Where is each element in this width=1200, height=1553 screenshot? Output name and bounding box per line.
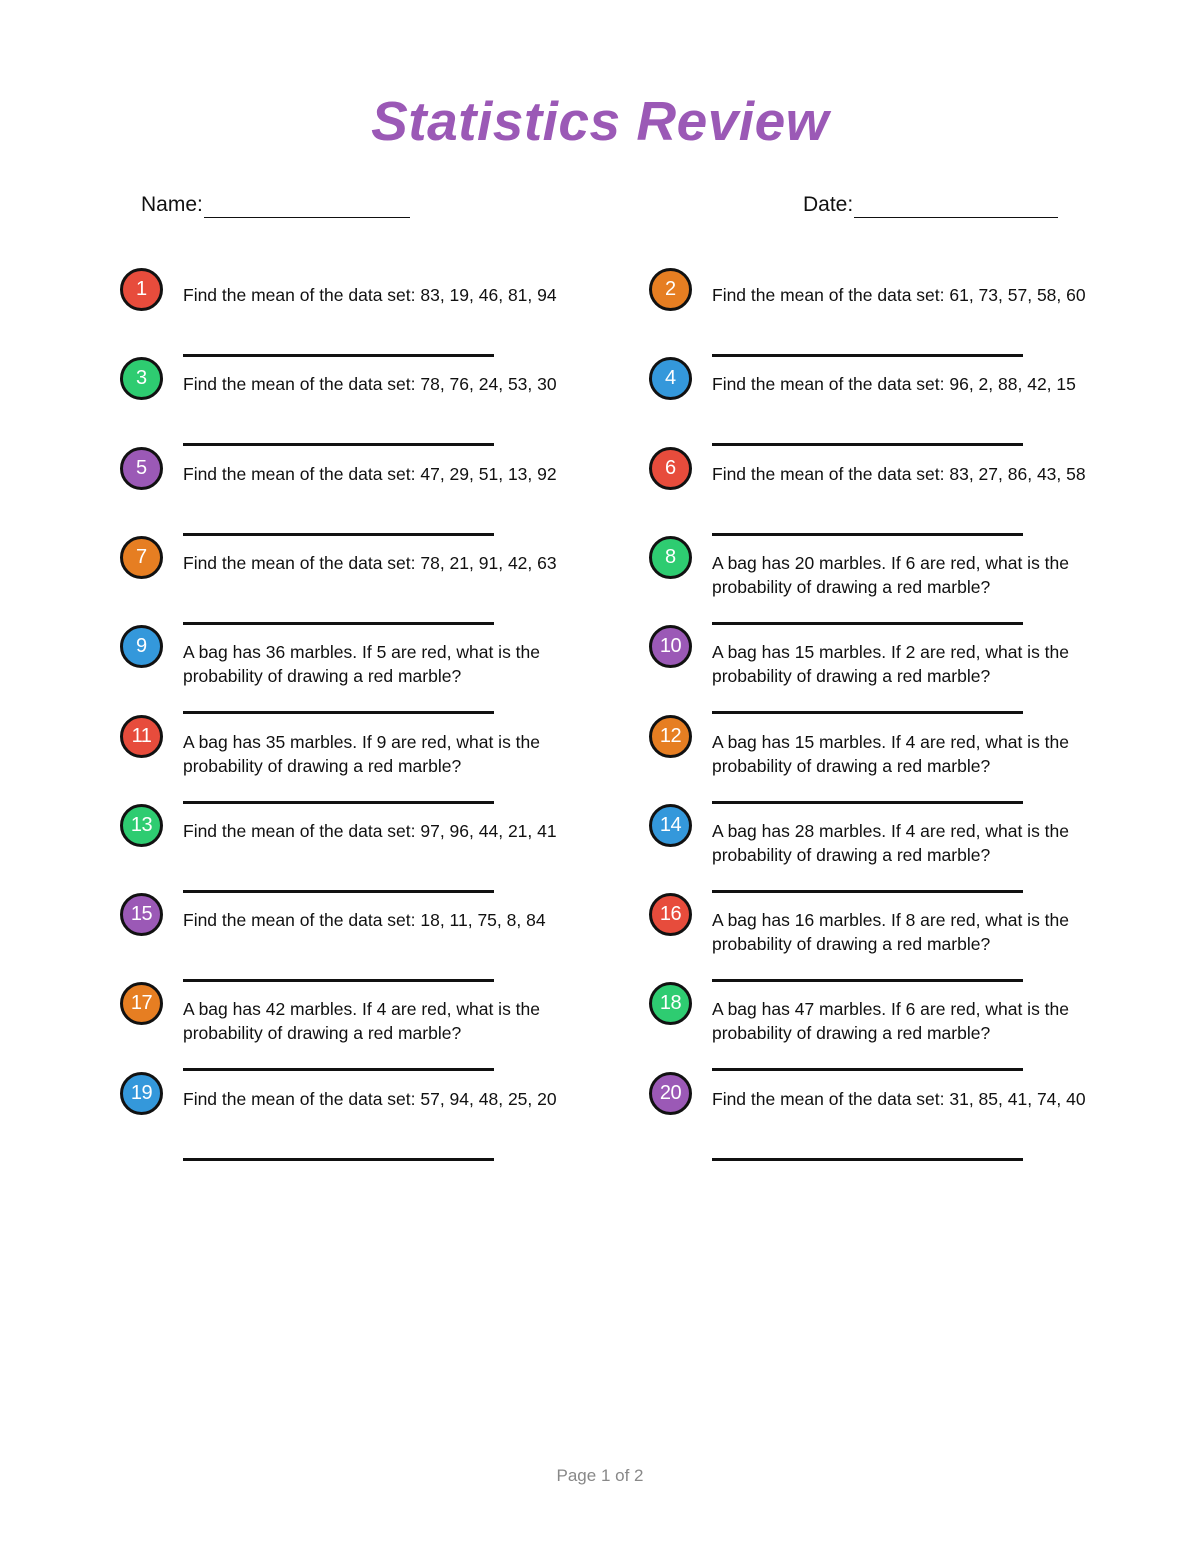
question-number-badge: 8 — [649, 536, 692, 579]
question-item — [120, 1072, 560, 1162]
question-item — [649, 447, 1089, 537]
name-blank-line[interactable] — [204, 195, 410, 218]
date-field[interactable] — [803, 192, 1058, 218]
question-number-badge: 20 — [649, 1072, 692, 1115]
question-number-badge: 18 — [649, 982, 692, 1025]
question-number-badge: 11 — [120, 715, 163, 758]
question-number-badge: 14 — [649, 804, 692, 847]
page-footer: Page 1 of 2 — [556, 1466, 644, 1485]
question-text: Find the mean of the data set: 18, 11, 75, 8, 84 — [183, 910, 546, 931]
question-item — [120, 715, 560, 805]
question-item — [649, 715, 1089, 805]
answer-line[interactable] — [712, 1158, 1023, 1161]
question-item — [120, 447, 560, 537]
question-item — [120, 536, 560, 626]
question-number-badge: 12 — [649, 715, 692, 758]
question-text: A bag has 36 marbles. If 5 are red, what is the probability of drawing a red marble? — [183, 642, 541, 687]
question-item — [649, 804, 1089, 894]
question-number-badge: 3 — [120, 357, 163, 400]
question-text: Find the mean of the data set: 47, 29, 51, 13, 92 — [183, 463, 557, 484]
page-title: Statistics Review — [371, 90, 829, 152]
question-text: Find the mean of the data set: 83, 27, 86, 43, 58 — [712, 463, 1086, 484]
question-item — [649, 1072, 1089, 1162]
question-number-badge: 19 — [120, 1072, 163, 1115]
question-text: Find the mean of the data set: 96, 2, 88, 42, 15 — [712, 374, 1076, 395]
question-text: Find the mean of the data set: 31, 85, 41, 74, 40 — [712, 1088, 1086, 1109]
question-item — [120, 357, 560, 447]
question-item — [649, 625, 1089, 715]
question-text: Find the mean of the data set: 78, 76, 24, 53, 30 — [183, 374, 557, 395]
answer-line[interactable] — [183, 1158, 494, 1161]
question-text: Find the mean of the data set: 61, 73, 57, 58, 60 — [712, 285, 1086, 305]
question-text: Find the mean of the data set: 97, 96, 44, 21, 41 — [183, 820, 557, 841]
question-text: A bag has 47 marbles. If 6 are red, what is the probability of drawing a red marble? — [712, 999, 1070, 1044]
question-number-badge: 13 — [120, 804, 163, 847]
question-number-badge: 4 — [649, 357, 692, 400]
question-text: A bag has 20 marbles. If 6 are red, what is the probability of drawing a red marble? — [712, 552, 1070, 597]
question-text: A bag has 28 marbles. If 4 are red, what is the probability of drawing a red marble? — [712, 820, 1070, 865]
question-number-badge: 7 — [120, 536, 163, 579]
question-item — [120, 804, 560, 894]
question-text: Find the mean of the data set: 57, 94, 48, 25, 20 — [183, 1088, 557, 1109]
question-item — [649, 357, 1089, 447]
question-item — [120, 268, 560, 358]
question-number-badge: 2 — [649, 268, 692, 311]
question-number-badge: 10 — [649, 625, 692, 668]
question-item — [649, 893, 1089, 983]
question-text: A bag has 15 marbles. If 4 are red, what is the probability of drawing a red marble? — [712, 731, 1070, 776]
question-item — [120, 982, 560, 1072]
date-label: Date: — [803, 193, 854, 216]
question-item — [649, 536, 1089, 626]
question-number-badge: 17 — [120, 982, 163, 1025]
question-text: Find the mean of the data set: 83, 19, 46, 81, 94 — [183, 285, 557, 305]
name-field[interactable] — [141, 192, 410, 218]
question-number-badge: 6 — [649, 447, 692, 490]
question-text: A bag has 42 marbles. If 4 are red, what is the probability of drawing a red marble? — [183, 999, 541, 1044]
question-text: Find the mean of the data set: 78, 21, 91, 42, 63 — [183, 552, 557, 573]
question-number-badge: 5 — [120, 447, 163, 490]
question-item — [649, 268, 1089, 358]
name-label: Name: — [141, 193, 203, 216]
question-text: A bag has 35 marbles. If 9 are red, what is the probability of drawing a red marble? — [183, 731, 541, 776]
question-number-badge: 16 — [649, 893, 692, 936]
question-item — [120, 893, 560, 983]
question-text: A bag has 16 marbles. If 8 are red, what is the probability of drawing a red marble? — [712, 910, 1070, 955]
question-number-badge: 9 — [120, 625, 163, 668]
question-item — [120, 625, 560, 715]
question-text: A bag has 15 marbles. If 2 are red, what is the probability of drawing a red marble? — [712, 642, 1070, 687]
question-number-badge: 15 — [120, 893, 163, 936]
date-blank-line[interactable] — [854, 195, 1058, 218]
question-number-badge: 1 — [120, 268, 163, 311]
question-item — [649, 982, 1089, 1072]
